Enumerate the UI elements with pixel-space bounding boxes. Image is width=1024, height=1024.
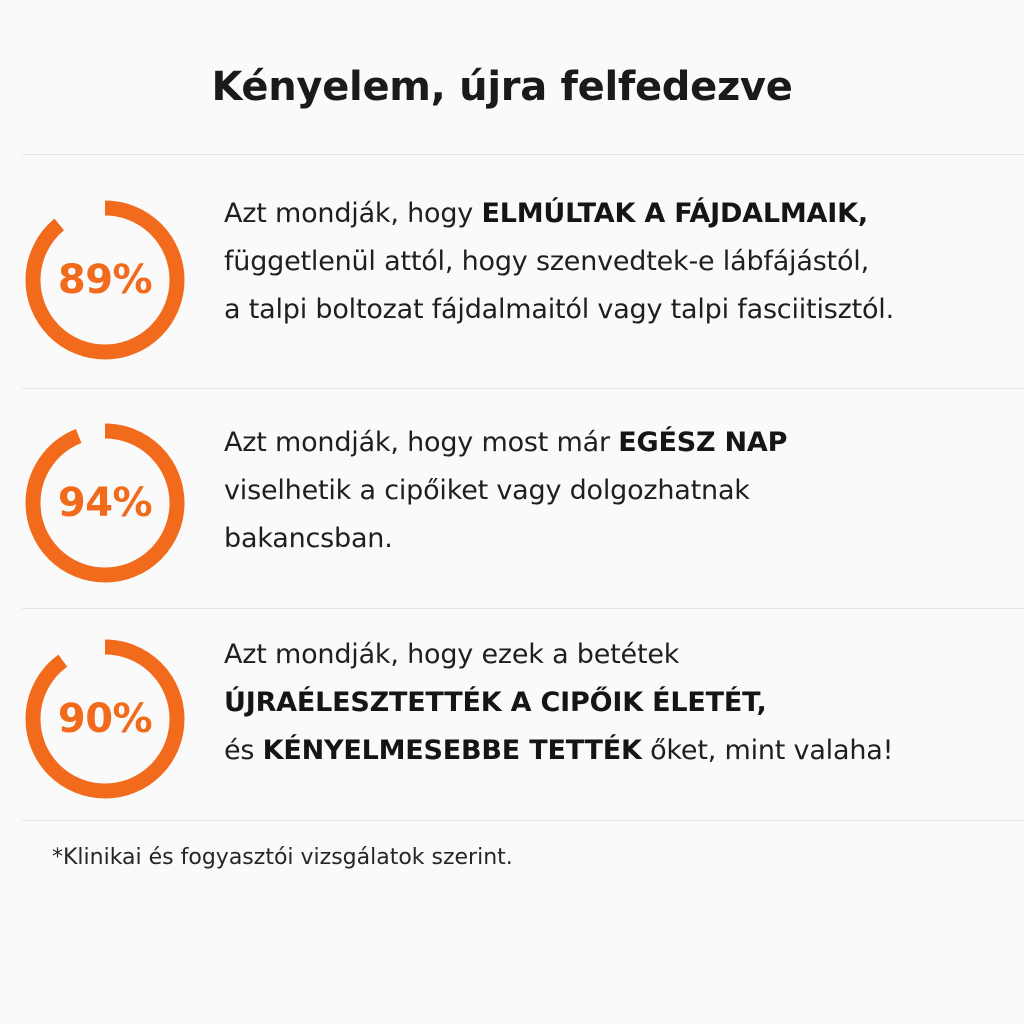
divider [22, 608, 1024, 609]
stat-line [224, 679, 1014, 727]
stat-text-segment: bakancsban. [224, 523, 393, 554]
stat-emphasis: ELMÚLTAK A FÁJDALMAIK, [481, 198, 868, 229]
divider [22, 154, 1024, 155]
footnote: *Klinikai és fogyasztói vizsgálatok szerint. [52, 845, 513, 870]
stat-emphasis: KÉNYELMESEBBE TETTÉK [262, 735, 642, 766]
progress-ring [22, 420, 188, 586]
progress-ring [22, 636, 188, 802]
divider [22, 820, 1024, 821]
stat-text-segment: viselhetik a cipőiket vagy dolgozhatnak [224, 475, 750, 506]
stat-text-segment: és [224, 735, 263, 766]
stat-line [224, 286, 1014, 334]
stat-line [224, 238, 1014, 286]
stat-text-segment: Azt mondják, hogy most már [224, 427, 619, 458]
stat-text-segment: a talpi boltozat fájdalmaitól vagy talpi fasciitisztól. [224, 294, 894, 325]
stat-emphasis: EGÉSZ NAP [618, 427, 788, 458]
stat-text-segment: őket, mint valaha! [641, 735, 894, 766]
stat-line [224, 515, 1014, 563]
stat-description [224, 190, 1014, 334]
percent-label: 94% [57, 480, 153, 526]
stat-description [224, 631, 1014, 775]
divider [22, 388, 1024, 389]
stat-text-segment: Azt mondják, hogy [224, 198, 482, 229]
percent-label: 90% [57, 696, 153, 742]
stat-description [224, 419, 1014, 563]
stat-text-segment: Azt mondják, hogy ezek a betétek [224, 639, 680, 670]
percent-label: 89% [57, 257, 153, 303]
stat-line [224, 419, 1014, 467]
stat-line [224, 190, 1014, 238]
stat-line [224, 727, 1014, 775]
stat-line [224, 467, 1014, 515]
stat-line [224, 631, 1014, 679]
progress-ring [22, 197, 188, 363]
page-title: Kényelem, újra felfedezve [211, 64, 793, 110]
stat-emphasis: ÚJRAÉLESZTETTÉK A CIPŐIK ÉLETÉT, [224, 687, 767, 718]
stat-text-segment: függetlenül attól, hogy szenvedtek-e lábfájástól, [224, 246, 869, 277]
